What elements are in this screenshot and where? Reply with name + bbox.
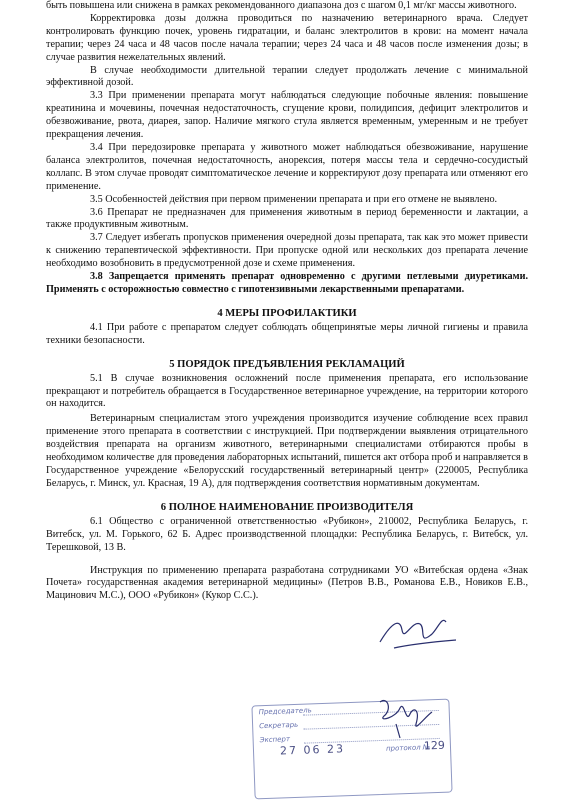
stamp-chairman-label: Председатель [258,706,312,717]
paragraph: 3.3 При применении препарата могут наблюдаться следующие побочные явления: повышение креатинина и мочевины, почечная недостаточность, сгущение крови, полидипсия, дефицит электролитов и обезвоживание, рвота, диарея, запор. Наличие мягкого стула является временным, умеренным и не требует прекращения лечения. [46,90,528,141]
paragraph: 4.1 При работе с препаратом следует соблюдать общепринятые меры личной гигиены и правила техники безопасности. [46,321,528,346]
paragraph: 5.1 В случае возникновения осложнений после применения препарата, его использование прекращают и потребитель обращается в Государственное ветеринарное учреждение, на территории которого он находится. [46,372,528,410]
paragraph: 3.5 Особенностей действия при первом применении препарата и при его отмене не выявлено. [90,193,498,205]
paragraph: Ветеринарным специалистам этого учреждения производится изучение соблюдение всех правил применение этого препарата в соответствии с инструкцией. При подтверждении выявления отрицательного воздействия препарата на организм животного, ветеринарными специалистами отбираются пробы в необходимом количестве для проведения лабораторных испытаний, пишется акт отбора проб и направляется в Государственное учреждение «Белорусский государственный ветеринарный центр» (220005, Республика Беларусь, г. Минск, ул. Красная, 19 А), для подтверждения соответствия нормативным документам. [46,413,528,489]
section-heading-5: 5 ПОРЯДОК ПРЕДЪЯВЛЕНИЯ РЕКЛАМАЦИЙ [169,358,405,370]
stamp-date: 27 06 23 [279,742,346,758]
paragraph: 3.6 Препарат не предназначен для применения животным в период беременности и лактации, а также продуктивным животным. [46,206,528,231]
stamp-expert-label: Эксперт [259,735,291,745]
signature-image [370,694,440,742]
paragraph: быть повышена или снижена в рамках рекомендованного диапазона доз с шагом 0,1 мг/кг массы животного. [46,0,517,11]
signature-image [372,612,462,658]
section-heading-4: 4 МЕРЫ ПРОФИЛАКТИКИ [217,307,357,319]
section-heading-6: 6 ПОЛНОЕ НАИМЕНОВАНИЕ ПРОИЗВОДИТЕЛЯ [160,501,414,513]
paragraph: 6.1 Общество с ограниченной ответственностью «Рубикон», 210002, Республика Беларусь, г. Витебск, ул. М. Горького, 62 Б. Адрес производственной площадки: Республика Беларусь, г. Витебск, ул. Терешковой, 13 В. [46,515,528,553]
paragraph-authors: Инструкция по применению препарата разработана сотрудниками УО «Витебская ордена «Знак Почета» государственная академия ветеринарной медицины» (Петров В.В., Романова Е.В., Новиков Е.В., Мацинович М.С.), ООО «Рубикон» (Кукор С.С.). [46,564,528,602]
paragraph-bold: 3.8 Запрещается применять препарат одновременно с другими петлевыми диуретиками. Применять с осторожностью совместно с гипотензивными лекарственными препаратами. [46,271,528,295]
stamp-secretary-label: Секретарь [259,720,299,731]
paragraph: 3.4 При передозировке препарата у животного может наблюдаться обезвоживание, нарушение баланса электролитов, почечная недостаточность, анорексия, потеря массы тела и сердечно-сосудистый коллапс. В этом случае проводят симптоматическое лечение и корректируют дозу препарата или отменяют его применение. [46,141,528,192]
paragraph: Корректировка дозы должна проводиться по назначению ветеринарного врача. Следует контролировать функцию почек, уровень гидратации, и баланс электролитов в крови: на момент начала терапии; через 24 часа и 48 часов после начала терапии; через 24 часа и 48 часов после изменения дозы; в случае развития нежелательных явлений. [46,12,528,63]
paragraph: 3.7 Следует избегать пропусков применения очередной дозы препарата, так как это может привести к снижению терапевтической эффективности. При пропуске одной или нескольких доз препарата лечение необходимо возобновить в предусмотренной дозе и схеме применения. [46,232,528,270]
paragraph: В случае необходимости длительной терапии следует продолжать лечение с минимальной эффективной дозой. [46,64,528,89]
stamp-protocol-number: 129 [423,738,446,753]
stamp-protocol-label: протокол № [385,743,431,753]
